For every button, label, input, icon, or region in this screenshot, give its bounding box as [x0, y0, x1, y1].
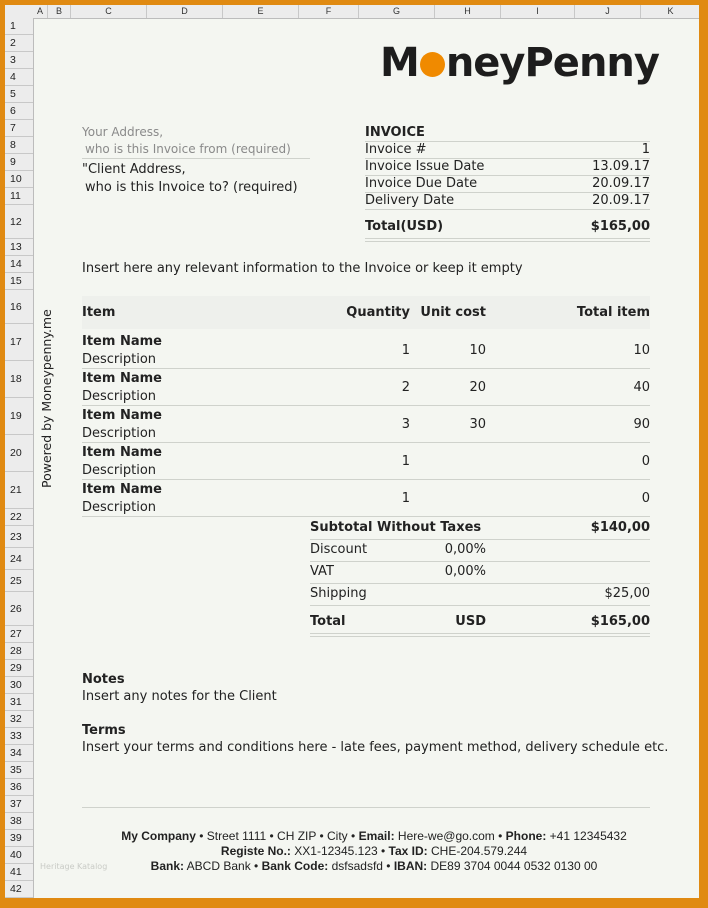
from-address-line2[interactable]: who is this Invoice from (required)	[85, 142, 291, 156]
row-header-32[interactable]: 32	[5, 711, 33, 728]
item-name[interactable]: Item Name	[82, 482, 162, 497]
from-address-line1[interactable]: Your Address,	[82, 125, 164, 139]
row-header-16[interactable]: 16	[5, 290, 33, 324]
item-description[interactable]: Description	[82, 463, 157, 478]
row-header-40[interactable]: 40	[5, 847, 33, 864]
item-name[interactable]: Item Name	[82, 408, 162, 423]
row-header-22[interactable]: 22	[5, 509, 33, 526]
company-logo: M neyPenny	[380, 40, 659, 86]
discount-label: Discount	[310, 542, 368, 557]
row-header-2[interactable]: 2	[5, 35, 33, 52]
total-currency: USD	[455, 614, 486, 629]
row-header-37[interactable]: 37	[5, 796, 33, 813]
invoice-content	[33, 18, 699, 898]
row-header-20[interactable]: 20	[5, 435, 33, 472]
summary-divider	[310, 561, 650, 562]
column-header-g[interactable]: G	[359, 5, 435, 18]
invoice-number-label: Invoice #	[365, 142, 427, 157]
to-address-line1[interactable]: "Client Address,	[82, 162, 186, 177]
row-header-7[interactable]: 7	[5, 120, 33, 137]
row-header-18[interactable]: 18	[5, 361, 33, 398]
item-unit-cost[interactable]: 10	[469, 343, 486, 358]
issue-date-label: Invoice Issue Date	[365, 159, 485, 174]
item-total: 90	[633, 417, 650, 432]
col-total-header: Total item	[576, 305, 650, 320]
row-header-36[interactable]: 36	[5, 779, 33, 796]
row-header-14[interactable]: 14	[5, 256, 33, 273]
item-qty[interactable]: 2	[401, 380, 410, 395]
row-header-10[interactable]: 10	[5, 171, 33, 188]
to-address-line2[interactable]: who is this Invoice to? (required)	[85, 180, 298, 195]
item-name[interactable]: Item Name	[82, 371, 162, 386]
footer-reg: XX1-12345.123 •	[290, 844, 389, 858]
item-qty[interactable]: 3	[401, 417, 410, 432]
row-divider	[82, 368, 650, 369]
footer-phone-label: Phone:	[505, 829, 547, 843]
powered-by-label: Powered by Moneypenny.me	[39, 309, 54, 488]
delivery-date-label: Delivery Date	[365, 193, 455, 208]
from-divider	[82, 158, 310, 159]
row-header-26[interactable]: 26	[5, 592, 33, 626]
footer-tax: CHE-204.579.244	[427, 844, 528, 858]
discount-percent[interactable]: 0,00%	[444, 542, 486, 557]
spreadsheet	[5, 5, 699, 898]
footer-code: dsfsadsfd •	[328, 859, 394, 873]
row-header-27[interactable]: 27	[5, 626, 33, 643]
total-label: Total	[310, 614, 346, 629]
row-header-23[interactable]: 23	[5, 526, 33, 548]
invoice-title: INVOICE	[365, 125, 425, 140]
watermark: Heritage Katalog	[40, 862, 108, 871]
footer-street: • Street 1111 • CH ZIP • City •	[195, 829, 359, 843]
item-total: 40	[633, 380, 650, 395]
row-header-bar	[5, 18, 34, 898]
row-header-30[interactable]: 30	[5, 677, 33, 694]
item-name[interactable]: Item Name	[82, 334, 162, 349]
row-header-42[interactable]: 42	[5, 881, 33, 898]
item-description[interactable]: Description	[82, 426, 157, 441]
summary-divider	[310, 605, 650, 606]
column-header-h[interactable]: H	[435, 5, 501, 18]
logo-dot-icon	[420, 52, 445, 77]
column-header-f[interactable]: F	[299, 5, 359, 18]
row-header-11[interactable]: 11	[5, 188, 33, 205]
item-qty[interactable]: 1	[401, 343, 410, 358]
subtotal-label: Subtotal Without Taxes	[310, 520, 482, 535]
column-header-j[interactable]: J	[575, 5, 641, 18]
notes-title: Notes	[82, 672, 125, 687]
row-header-13[interactable]: 13	[5, 239, 33, 256]
invoice-divider	[365, 209, 650, 210]
item-unit-cost[interactable]: 30	[469, 417, 486, 432]
row-header-3[interactable]: 3	[5, 52, 33, 69]
footer-iban: DE89 3704 0044 0532 0130 00	[427, 859, 598, 873]
item-description[interactable]: Description	[82, 352, 157, 367]
col-item-header: Item	[82, 305, 116, 320]
item-description[interactable]: Description	[82, 389, 157, 404]
vat-label: VAT	[310, 564, 334, 579]
row-header-29[interactable]: 29	[5, 660, 33, 677]
item-description[interactable]: Description	[82, 500, 157, 515]
row-header-15[interactable]: 15	[5, 273, 33, 290]
footer-phone: +41 12345432	[546, 829, 627, 843]
row-header-6[interactable]: 6	[5, 103, 33, 120]
column-header-d[interactable]: D	[147, 5, 223, 18]
footer-bank: ABCD Bank •	[184, 859, 262, 873]
total-divider	[310, 633, 650, 637]
row-divider	[82, 442, 650, 443]
row-divider	[82, 516, 650, 517]
item-total: 10	[633, 343, 650, 358]
footer-email: Here-we@go.com •	[394, 829, 506, 843]
column-header-k[interactable]: K	[641, 5, 699, 18]
row-header-5[interactable]: 5	[5, 86, 33, 103]
item-qty[interactable]: 1	[401, 491, 410, 506]
footer-company: My Company	[121, 829, 196, 843]
row-header-1[interactable]: 1	[5, 18, 33, 35]
vat-percent[interactable]: 0,00%	[444, 564, 486, 579]
column-header-a[interactable]: A	[33, 5, 48, 18]
footer-divider	[82, 807, 650, 808]
row-header-25[interactable]: 25	[5, 570, 33, 592]
column-header-i[interactable]: I	[501, 5, 575, 18]
row-header-33[interactable]: 33	[5, 728, 33, 745]
delivery-date[interactable]: 20.09.17	[592, 193, 650, 208]
shipping-value[interactable]: $25,00	[604, 586, 650, 601]
row-divider	[82, 479, 650, 480]
footer-iban-label: IBAN:	[393, 859, 428, 873]
row-divider	[82, 405, 650, 406]
row-header-21[interactable]: 21	[5, 472, 33, 509]
due-date-label: Invoice Due Date	[365, 176, 478, 191]
column-header-c[interactable]: C	[71, 5, 147, 18]
column-header-b[interactable]: B	[48, 5, 71, 18]
row-header-34[interactable]: 34	[5, 745, 33, 762]
terms-text[interactable]: Insert your terms and conditions here - late fees, payment method, delivery schedule etc.	[82, 740, 669, 755]
row-header-31[interactable]: 31	[5, 694, 33, 711]
row-header-24[interactable]: 24	[5, 548, 33, 570]
column-header-bar	[5, 5, 699, 19]
item-qty[interactable]: 1	[401, 454, 410, 469]
row-header-41[interactable]: 41	[5, 864, 33, 881]
row-header-38[interactable]: 38	[5, 813, 33, 830]
footer-reg-label: Registe No.:	[220, 844, 291, 858]
item-total: 0	[641, 454, 650, 469]
col-qty-header: Quantity	[346, 305, 410, 320]
item-unit-cost[interactable]: 20	[469, 380, 486, 395]
row-header-9[interactable]: 9	[5, 154, 33, 171]
row-header-35[interactable]: 35	[5, 762, 33, 779]
footer-email-label: Email:	[358, 829, 395, 843]
item-total: 0	[641, 491, 650, 506]
shipping-label: Shipping	[310, 586, 367, 601]
info-text[interactable]: Insert here any relevant information to the Invoice or keep it empty	[82, 261, 523, 276]
header-total: $165,00	[590, 219, 650, 234]
column-header-e[interactable]: E	[223, 5, 299, 18]
row-header-12[interactable]: 12	[5, 205, 33, 239]
due-date[interactable]: 20.09.17	[592, 176, 650, 191]
col-unit-header: Unit cost	[420, 305, 486, 320]
row-header-4[interactable]: 4	[5, 69, 33, 86]
footer-line1	[41, 829, 699, 843]
row-header-39[interactable]: 39	[5, 830, 33, 847]
subtotal-value: $140,00	[590, 520, 650, 535]
invoice-number[interactable]: 1	[641, 142, 650, 157]
footer-code-label: Bank Code:	[261, 859, 329, 873]
row-header-19[interactable]: 19	[5, 398, 33, 435]
summary-divider	[310, 583, 650, 584]
header-total-label: Total(USD)	[365, 219, 444, 234]
summary-divider	[310, 539, 650, 540]
row-header-28[interactable]: 28	[5, 643, 33, 660]
terms-title: Terms	[82, 723, 126, 738]
notes-text[interactable]: Insert any notes for the Client	[82, 689, 277, 704]
footer-line3	[41, 859, 699, 873]
header-total-divider	[365, 238, 650, 242]
row-header-17[interactable]: 17	[5, 324, 33, 361]
footer-tax-label: Tax ID:	[388, 844, 428, 858]
total-value: $165,00	[590, 614, 650, 629]
row-header-8[interactable]: 8	[5, 137, 33, 154]
item-name[interactable]: Item Name	[82, 445, 162, 460]
footer-bank-label: Bank:	[150, 859, 184, 873]
issue-date[interactable]: 13.09.17	[592, 159, 650, 174]
footer-line2	[41, 844, 699, 858]
